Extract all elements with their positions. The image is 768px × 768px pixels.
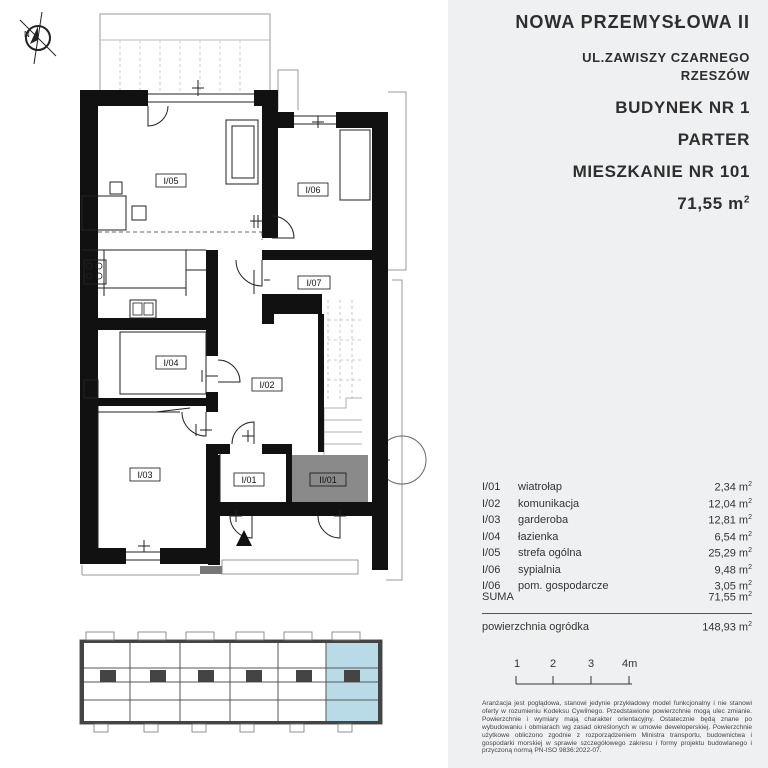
key-plan <box>80 632 382 732</box>
room-row <box>482 547 752 564</box>
dashed-lines <box>98 232 262 240</box>
room-name: garderoba <box>518 514 569 526</box>
room-area: 6,54 $m^2$ <box>714 530 752 544</box>
room-area: 2,34 $m^2$ <box>714 481 752 494</box>
apartment-area-unit-sup: 2 <box>743 194 750 206</box>
threshold <box>200 566 222 574</box>
room-area: 3,05 $m^2$ <box>714 580 752 593</box>
label-ii01: II/01 <box>319 475 337 485</box>
scale-label-4: 4m <box>622 658 638 670</box>
room-list <box>482 481 752 597</box>
compass-label: N <box>24 30 30 39</box>
label-i03: I/03 <box>137 470 153 480</box>
label-i04: I/04 <box>163 358 179 368</box>
apartment-area <box>677 194 750 214</box>
room-row <box>482 481 752 498</box>
label-i02: I/02 <box>259 380 275 390</box>
sofa-icon <box>226 120 258 184</box>
disclaimer-text: Aranżacja jest poglądowa, stanowi jedynie przykładowy model funkcjonalny i nie stanowi oferty w rozumieniu Kodeksu Cywilnego. Przedstawione powierzchnie mogą ulec zmianie. Powierzchnie i wymiary mają charakter orientacyjny. Ostatecznie będą znane po wybudowaniu i obmiarach wg zasad określonych w umowie deweloperskiej. Powierzchnie użytkowe obliczono zgodnie z rozporządzeniem Ministra transportu, budownictwa i gospodarki morskiej w sprawie szczegółowego zakresu i formy projektu budowlanego i przyczoną normą PN-ISO 9836:2022-07. <box>482 700 752 755</box>
floor-name: PARTER <box>677 130 750 149</box>
room-row <box>482 564 752 581</box>
project-title: NOWA PRZEMYSŁOWA II <box>515 12 750 32</box>
room-code: I/06 <box>482 563 501 576</box>
scale-label-2: 2 <box>550 658 557 670</box>
label-i01: I/01 <box>241 475 257 485</box>
room-row <box>482 498 752 515</box>
room-name: łazienka <box>518 530 559 543</box>
room-area: 9,48 $m^2$ <box>714 563 752 577</box>
room-code: I/04 <box>482 530 501 543</box>
apartment-number: MIESZKANIE NR 101 <box>572 162 750 181</box>
room-name: wiatrołap <box>518 481 563 493</box>
apartment-area-value: 71,55 m <box>677 194 744 213</box>
summary-divider <box>482 613 752 614</box>
label-i07: I/07 <box>306 278 322 288</box>
city-name: RZESZÓW <box>680 68 750 83</box>
garden-label: powierzchnia ogródka <box>482 621 590 633</box>
compass-icon <box>20 12 56 64</box>
dining-table-icon <box>110 182 146 220</box>
sink-icon <box>133 303 153 315</box>
room-area: 12,81 $m^2$ <box>708 514 752 527</box>
garden-value: 148,93 $m^2$ <box>702 621 752 634</box>
scale-label-3: 3 <box>588 658 595 670</box>
room-area: 25,29 $m^2$ <box>708 547 752 560</box>
room-name: komunikacja <box>518 497 580 510</box>
bed-icon <box>340 130 370 200</box>
stair-dashed <box>328 300 362 400</box>
scale-bar-line <box>512 672 642 694</box>
stairs <box>324 398 362 455</box>
room-code: I/02 <box>482 497 501 510</box>
room-row <box>482 514 752 531</box>
room-name: sypialnia <box>518 563 561 576</box>
room-name: pom. gospodarcze <box>518 580 609 592</box>
label-i05: I/05 <box>163 176 179 186</box>
label-i06: I/06 <box>305 185 321 195</box>
building-number: BUDYNEK NR 1 <box>615 98 750 117</box>
room-code: I/05 <box>482 547 501 559</box>
room-code: I/03 <box>482 514 501 526</box>
scale-label-1: 1 <box>514 658 521 670</box>
room-area: 12,04 $m^2$ <box>708 497 752 511</box>
summary-label: SUMA <box>482 591 514 603</box>
room-name: strefa ogólna <box>518 547 582 559</box>
summary-value: 71,55 $m^2$ <box>708 591 752 604</box>
street-address: UL.ZAWISZY CZARNEGO <box>582 50 750 65</box>
room-code: I/06 <box>482 580 501 592</box>
terrace-grid <box>120 40 240 92</box>
room-row <box>482 531 752 548</box>
interior-lines <box>82 196 220 548</box>
room-code: I/01 <box>482 481 501 493</box>
